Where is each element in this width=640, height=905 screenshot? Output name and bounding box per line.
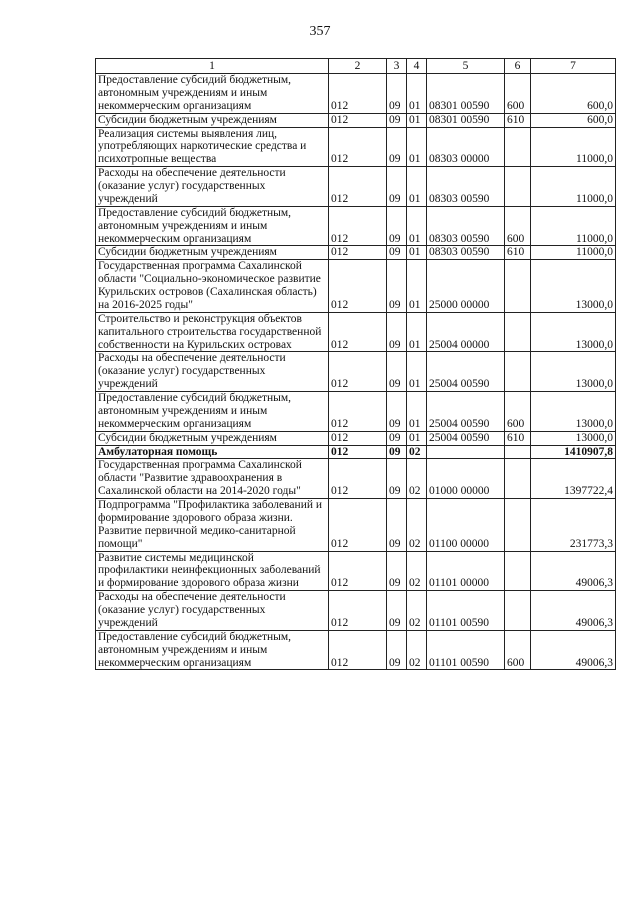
expense-type-cell: 600 [505,392,531,432]
header-cell: 4 [407,59,427,74]
amount-cell: 13000,0 [531,431,616,445]
section-code-cell: 09 [387,392,407,432]
target-article-cell: 01100 00000 [427,499,505,552]
section-code-cell: 09 [387,551,407,591]
ministry-code-cell: 012 [329,167,387,207]
item-name-cell: Субсидии бюджетным учреждениям [96,431,329,445]
subsection-code-cell: 01 [407,352,427,392]
section-code-cell: 09 [387,167,407,207]
item-name-cell: Развитие системы медицинской профилактики неинфекционных заболеваний и формирование здорового образа жизни [96,551,329,591]
table-row [96,312,616,352]
expense-type-cell [505,167,531,207]
item-name-cell: Амбулаторная помощь [96,445,329,459]
item-name-cell: Расходы на обеспечение деятельности (оказание услуг) государственных учреждений [96,591,329,631]
subsection-code-cell: 02 [407,445,427,459]
amount-cell: 11000,0 [531,127,616,167]
target-article-cell: 01000 00000 [427,459,505,499]
subsection-code-cell: 02 [407,591,427,631]
table-row [96,431,616,445]
amount-cell: 11000,0 [531,246,616,260]
table-row [96,459,616,499]
item-name-cell: Строительство и реконструкция объектов капитального строительства государственной собственности на Курильских островах [96,312,329,352]
ministry-code-cell: 012 [329,459,387,499]
subsection-code-cell: 01 [407,206,427,246]
ministry-code-cell: 012 [329,630,387,670]
amount-cell: 13000,0 [531,352,616,392]
subsection-code-cell: 01 [407,246,427,260]
section-code-cell: 09 [387,113,407,127]
table-row [96,167,616,207]
table-row [96,127,616,167]
ministry-code-cell: 012 [329,206,387,246]
header-row [96,59,616,74]
section-code-cell: 09 [387,312,407,352]
section-code-cell: 09 [387,591,407,631]
item-name-cell: Реализация системы выявления лиц, употребляющих наркотические средства и психотропные вещества [96,127,329,167]
expense-type-cell [505,499,531,552]
ministry-code-cell: 012 [329,312,387,352]
subsection-code-cell: 01 [407,113,427,127]
subsection-code-cell: 01 [407,167,427,207]
header-cell: 3 [387,59,407,74]
target-article-cell: 25004 00000 [427,312,505,352]
ministry-code-cell: 012 [329,445,387,459]
table-row [96,591,616,631]
target-article-cell: 08301 00590 [427,113,505,127]
section-code-cell: 09 [387,206,407,246]
item-name-cell: Предоставление субсидий бюджетным, автономным учреждениям и иным некоммерческим организациям [96,206,329,246]
target-article-cell: 25004 00590 [427,431,505,445]
target-article-cell: 08303 00590 [427,206,505,246]
subsection-code-cell: 01 [407,260,427,313]
ministry-code-cell: 012 [329,431,387,445]
subsection-code-cell: 02 [407,459,427,499]
subsection-code-cell: 01 [407,127,427,167]
item-name-cell: Предоставление субсидий бюджетным, автономным учреждениям и иным некоммерческим организациям [96,74,329,114]
amount-cell: 49006,3 [531,591,616,631]
table-row [96,445,616,459]
expense-type-cell [505,459,531,499]
amount-cell: 600,0 [531,74,616,114]
section-code-cell: 09 [387,74,407,114]
header-cell: 1 [96,59,329,74]
target-article-cell: 25004 00590 [427,352,505,392]
header-cell: 6 [505,59,531,74]
amount-cell: 49006,3 [531,630,616,670]
section-code-cell: 09 [387,630,407,670]
target-article-cell: 25000 00000 [427,260,505,313]
target-article-cell [427,445,505,459]
item-name-cell: Предоставление субсидий бюджетным, автономным учреждениям и иным некоммерческим организациям [96,630,329,670]
item-name-cell: Расходы на обеспечение деятельности (оказание услуг) государственных учреждений [96,167,329,207]
amount-cell: 11000,0 [531,206,616,246]
amount-cell: 231773,3 [531,499,616,552]
subsection-code-cell: 02 [407,630,427,670]
ministry-code-cell: 012 [329,591,387,631]
amount-cell: 1410907,8 [531,445,616,459]
header-cell: 7 [531,59,616,74]
ministry-code-cell: 012 [329,127,387,167]
expense-type-cell: 610 [505,246,531,260]
table-row [96,113,616,127]
target-article-cell: 01101 00000 [427,551,505,591]
table-row [96,206,616,246]
subsection-code-cell: 02 [407,551,427,591]
ministry-code-cell: 012 [329,113,387,127]
subsection-code-cell: 01 [407,312,427,352]
target-article-cell: 25004 00590 [427,392,505,432]
item-name-cell: Субсидии бюджетным учреждениям [96,246,329,260]
target-article-cell: 01101 00590 [427,630,505,670]
section-code-cell: 09 [387,260,407,313]
expense-type-cell: 600 [505,74,531,114]
amount-cell: 600,0 [531,113,616,127]
ministry-code-cell: 012 [329,392,387,432]
expense-type-cell [505,352,531,392]
expense-type-cell: 610 [505,431,531,445]
section-code-cell: 09 [387,431,407,445]
header-cell: 5 [427,59,505,74]
section-code-cell: 09 [387,352,407,392]
amount-cell: 49006,3 [531,551,616,591]
amount-cell: 13000,0 [531,312,616,352]
page-number: 357 [309,24,331,39]
budget-table [95,58,616,670]
ministry-code-cell: 012 [329,260,387,313]
item-name-cell: Подпрограмма "Профилактика заболеваний и формирование здорового образа жизни. Развитие первичной медико-санитарной помощи" [96,499,329,552]
section-code-cell: 09 [387,445,407,459]
expense-type-cell: 600 [505,630,531,670]
subsection-code-cell: 01 [407,431,427,445]
target-article-cell: 08303 00000 [427,127,505,167]
amount-cell: 1397722,4 [531,459,616,499]
expense-type-cell [505,312,531,352]
section-code-cell: 09 [387,499,407,552]
table-row [96,246,616,260]
ministry-code-cell: 012 [329,246,387,260]
table-row [96,551,616,591]
section-code-cell: 09 [387,459,407,499]
target-article-cell: 08301 00590 [427,74,505,114]
item-name-cell: Государственная программа Сахалинской области "Социально-экономическое развитие Курильских островов (Сахалинская область) на 2016-2025 годы" [96,260,329,313]
subsection-code-cell: 02 [407,499,427,552]
item-name-cell: Субсидии бюджетным учреждениям [96,113,329,127]
target-article-cell: 08303 00590 [427,246,505,260]
expense-type-cell [505,127,531,167]
table-row [96,74,616,114]
header-cell: 2 [329,59,387,74]
ministry-code-cell: 012 [329,551,387,591]
target-article-cell: 01101 00590 [427,591,505,631]
table-row [96,260,616,313]
item-name-cell: Государственная программа Сахалинской области "Развитие здравоохранения в Сахалинской области на 2014-2020 годы" [96,459,329,499]
table-row [96,352,616,392]
amount-cell: 13000,0 [531,392,616,432]
amount-cell: 11000,0 [531,167,616,207]
section-code-cell: 09 [387,127,407,167]
expense-type-cell [505,551,531,591]
target-article-cell: 08303 00590 [427,167,505,207]
subsection-code-cell: 01 [407,392,427,432]
table-row [96,392,616,432]
section-code-cell: 09 [387,246,407,260]
expense-type-cell: 600 [505,206,531,246]
subsection-code-cell: 01 [407,74,427,114]
item-name-cell: Предоставление субсидий бюджетным, автономным учреждениям и иным некоммерческим организациям [96,392,329,432]
expense-type-cell [505,591,531,631]
ministry-code-cell: 012 [329,74,387,114]
expense-type-cell [505,445,531,459]
ministry-code-cell: 012 [329,499,387,552]
table-row [96,499,616,552]
amount-cell: 13000,0 [531,260,616,313]
ministry-code-cell: 012 [329,352,387,392]
table-row [96,630,616,670]
expense-type-cell: 610 [505,113,531,127]
item-name-cell: Расходы на обеспечение деятельности (оказание услуг) государственных учреждений [96,352,329,392]
expense-type-cell [505,260,531,313]
